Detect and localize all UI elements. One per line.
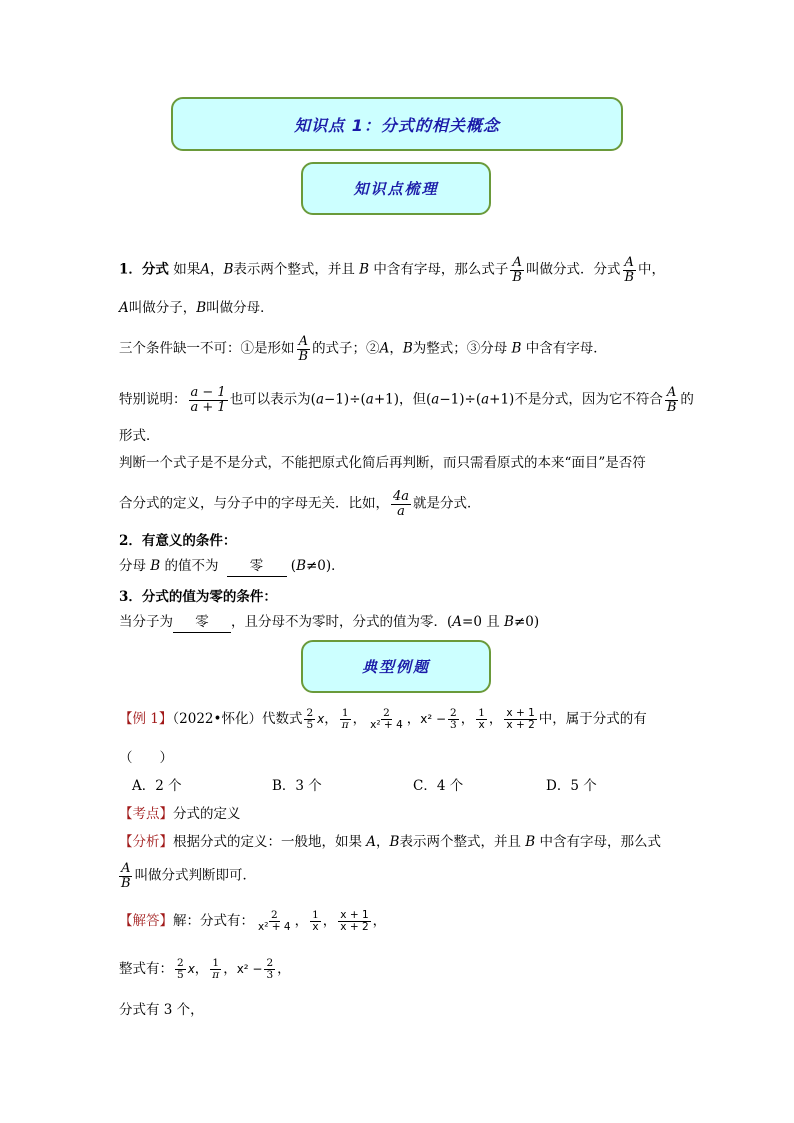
denominator: a + 1 [190, 399, 226, 415]
review-heading: 知识点梳理 [353, 180, 439, 198]
fenxi-line-1 [119, 832, 661, 852]
zhengshi-end: ， [277, 961, 291, 978]
comma: ， [389, 340, 403, 357]
fraction-1-over-pi [340, 708, 351, 731]
var-b: B [359, 261, 370, 278]
judge-l2a: 合分式的定义，与分子中的字母无关．比如， [119, 495, 389, 512]
numerator: 2 [270, 909, 278, 921]
fraction-2-over-5 [175, 958, 186, 981]
var-x: x [317, 712, 325, 727]
jieda-tag: 【解答】 [119, 913, 173, 930]
s1-t4: 叫做分式．分式 [525, 261, 621, 278]
fraction-a-minus-1-over-a-plus-1 [189, 386, 228, 414]
fraction-1-over-x [476, 708, 487, 731]
numerator: 1 [341, 707, 349, 719]
s2-heading: 2．有意义的条件： [119, 533, 237, 549]
def-line-1 [119, 256, 665, 284]
zhengshi-t1: 整式有： [119, 961, 173, 978]
denominator: x [478, 719, 485, 732]
denominator: B [512, 269, 522, 285]
var-b: B [389, 834, 400, 850]
numerator: A [624, 255, 634, 270]
s3-t1: 当分子为 [119, 614, 173, 630]
denominator: x² + 4 [258, 921, 291, 934]
denominator: 5 [306, 719, 314, 732]
count-line: 分式有 3 个， [119, 1002, 204, 1018]
var-a-lower: a [365, 391, 374, 408]
fenxi-l2: 叫做分式判断即可． [134, 867, 257, 884]
kaodian-text: 分式的定义 [173, 806, 241, 822]
numerator: A [121, 861, 131, 876]
numerator: 1 [478, 707, 485, 719]
example-1-question: 【例 1】（2022•怀化）代数式 $\frac{2}{5}$ x， $\frac{1}{\pi}$ ， $\frac{2}{\text{x² + 4}}$ ，x² − $\frac{2}{3}$ ， $\frac{1}{x}$ ， $\frac{x + 1}{x + 2}$ 中，属于分式的有 [119, 707, 647, 732]
x2-minus: x² − [420, 712, 447, 727]
zhengshi-line: 整式有： $\frac{2}{5}$ x， $\frac{1}{\pi}$ ，x² − $\frac{2}{3}$ ， [119, 957, 291, 982]
option-a[interactable]: A．2 个 [132, 778, 182, 794]
jieda-line: 【解答】解：分式有： $\frac{2}{\text{x² + 4}}$ ， $\frac{1}{x}$ ， $\frac{x + 1}{x + 2}$ ， [119, 909, 387, 934]
numerator: A [666, 385, 677, 400]
denominator: 3 [266, 969, 274, 982]
s1-l2b: 叫做分母． [206, 300, 274, 316]
jieda-end: ， [372, 913, 387, 930]
denominator: B [121, 875, 131, 891]
cond-t1: 三个条件缺一不可：①是形如 [119, 340, 295, 357]
fraction-2-over-5 [304, 708, 315, 731]
var-b: B [223, 261, 234, 278]
fraction-x-plus-1-over-x-plus-2 [338, 910, 370, 933]
fraction-a-over-b [119, 862, 133, 890]
fenxi-tag: 【分析】 [119, 834, 173, 850]
fenxi-t1: 根据分式的定义：一般地，如果 [173, 834, 367, 850]
special-t1: 特别说明： [119, 391, 187, 408]
example-t2: 中，属于分式的有 [538, 711, 647, 728]
special-t2: 也可以表示为( [229, 391, 316, 408]
fraction-2-over-3 [264, 958, 275, 981]
jieda-t1: 解：分式有： [173, 913, 254, 930]
s1-num: 1． [119, 261, 142, 278]
var-a-lower: a [315, 391, 325, 408]
s2-line [119, 556, 345, 577]
examples-heading: 典型例题 [361, 658, 430, 676]
review-heading-box [301, 162, 491, 215]
denominator: a [397, 503, 405, 519]
fraction-2-over-3 [448, 708, 459, 731]
denominator: 5 [177, 969, 184, 982]
numerator: 2 [266, 957, 274, 969]
section-title-box [171, 97, 623, 151]
fraction-a-over-b [297, 335, 311, 363]
fraction-2-over-x2-plus-4 [256, 910, 293, 933]
var-a-lower: a [481, 391, 490, 408]
comma: ， [209, 261, 224, 278]
var-b: B [196, 300, 207, 316]
numerator: 2 [383, 707, 390, 719]
s2-t3: ( [286, 558, 297, 574]
numerator: 1 [312, 909, 319, 921]
denominator: x + 2 [506, 719, 535, 732]
s1-t1: 如果 [168, 261, 201, 278]
s3-line [119, 612, 539, 633]
numerator: 2 [177, 957, 184, 969]
denominator: x + 2 [340, 921, 369, 934]
var-a: A [366, 834, 377, 850]
judge-line-1 [119, 453, 646, 473]
numerator: 1 [212, 957, 220, 969]
numerator: A [298, 334, 308, 349]
s1-t3: 中含有字母，那么式子 [369, 261, 509, 278]
example-t1: 代数式 [261, 711, 303, 728]
cond-t4: 中含有字母． [521, 340, 607, 357]
special-l2: 形式． [119, 428, 160, 444]
fraction-1-over-pi [210, 958, 221, 981]
kaodian-line [119, 804, 241, 824]
denominator: π [212, 969, 220, 982]
s2-t1: 分母 [119, 558, 151, 574]
fenxi-line-2 [119, 862, 256, 890]
fenxi-t3: 中含有字母，那么式 [535, 834, 661, 850]
var-b: B [296, 558, 306, 574]
var-b: B [525, 834, 536, 850]
special-t2c: +1)，但( [373, 391, 432, 408]
var-a: A [452, 614, 463, 630]
s1-t2: 表示两个整式，并且 [233, 261, 360, 278]
numerator: x + 1 [340, 909, 369, 921]
example-source: （2022•怀化） [172, 711, 262, 728]
special-note-line [119, 386, 694, 414]
special-note-line-2 [119, 426, 160, 446]
var-x: x [187, 962, 195, 977]
special-t2d: −1)÷( [439, 391, 482, 408]
denominator: 3 [450, 719, 457, 732]
s1-heading: 分式 [141, 261, 169, 278]
special-t2b: −1)÷( [324, 391, 366, 408]
judge-l2b: 就是分式． [413, 495, 481, 512]
section-title: 知识点 1：分式的相关概念 [294, 115, 500, 135]
examples-heading-box [301, 640, 491, 693]
comma: ， [376, 834, 390, 850]
option-b[interactable]: B．3 个 [272, 778, 322, 794]
numerator: a − 1 [190, 385, 226, 400]
var-a: A [200, 261, 210, 278]
s3-t3: =0 且 [462, 614, 505, 630]
fenxi-t2: 表示两个整式，并且 [399, 834, 526, 850]
judge-line-2 [119, 490, 481, 518]
var-b: B [511, 340, 522, 357]
s1-t5: 中， [638, 261, 666, 278]
s2-t2: 的值不为 [160, 558, 219, 574]
s2-blank-answer: 零 [227, 556, 287, 577]
denominator: B [666, 399, 677, 415]
s3-blank-answer: 零 [173, 612, 231, 633]
judge-l1: 判断一个式子是不是分式，不能把原式化简后再判断，而只需看原式的本来“面目”是否符 [119, 455, 646, 471]
numerator: 2 [450, 707, 457, 719]
fraction-1-over-x [310, 910, 321, 933]
s2-t4: ≠0)． [306, 558, 345, 574]
var-b: B [150, 558, 161, 574]
x2-minus: x² − [236, 962, 263, 977]
numerator: A [512, 255, 522, 270]
s3-heading: 3．分式的值为零的条件： [119, 589, 277, 605]
answer-paren: （ ） [119, 750, 173, 766]
special-t2e: +1)不是分式，因为它不符合 [489, 391, 663, 408]
denominator: B [624, 269, 635, 285]
special-t3: 的 [680, 391, 694, 408]
denominator: x [312, 921, 319, 934]
var-a-lower: a [431, 391, 440, 408]
s3-t4: ≠0) [513, 614, 540, 630]
s3-t2: ，且分母不为零时，分式的值为零．( [231, 614, 453, 630]
s1-l2a: 叫做分子， [128, 300, 197, 316]
example-tag: 【例 1】 [119, 711, 173, 728]
numerator: x + 1 [506, 707, 535, 719]
denominator: x² + 4 [370, 719, 403, 732]
var-a: A [119, 300, 129, 316]
fraction-4a-over-a [391, 490, 411, 518]
denominator: π [341, 719, 349, 732]
cond-t3: 为整式；③分母 [412, 340, 512, 357]
fraction-2-over-x2-plus-4 [368, 708, 405, 731]
fraction-a-over-b [510, 256, 524, 284]
numerator: 4a [393, 489, 410, 504]
kaodian-tag: 【考点】 [119, 806, 173, 822]
fraction-x-plus-1-over-x-plus-2 [504, 708, 536, 731]
fraction-a-over-b [665, 386, 679, 414]
conditions-line [119, 335, 607, 363]
def-line-2 [119, 298, 274, 318]
denominator: B [298, 348, 309, 364]
var-a: A [379, 340, 390, 357]
var-b: B [402, 340, 413, 357]
cond-t2: 的式子；② [312, 340, 380, 357]
option-d[interactable]: D．5 个 [546, 778, 597, 794]
option-c[interactable]: C．4 个 [413, 778, 464, 794]
var-b: B [504, 614, 514, 630]
fraction-a-over-b [622, 256, 636, 284]
numerator: 2 [306, 707, 314, 719]
